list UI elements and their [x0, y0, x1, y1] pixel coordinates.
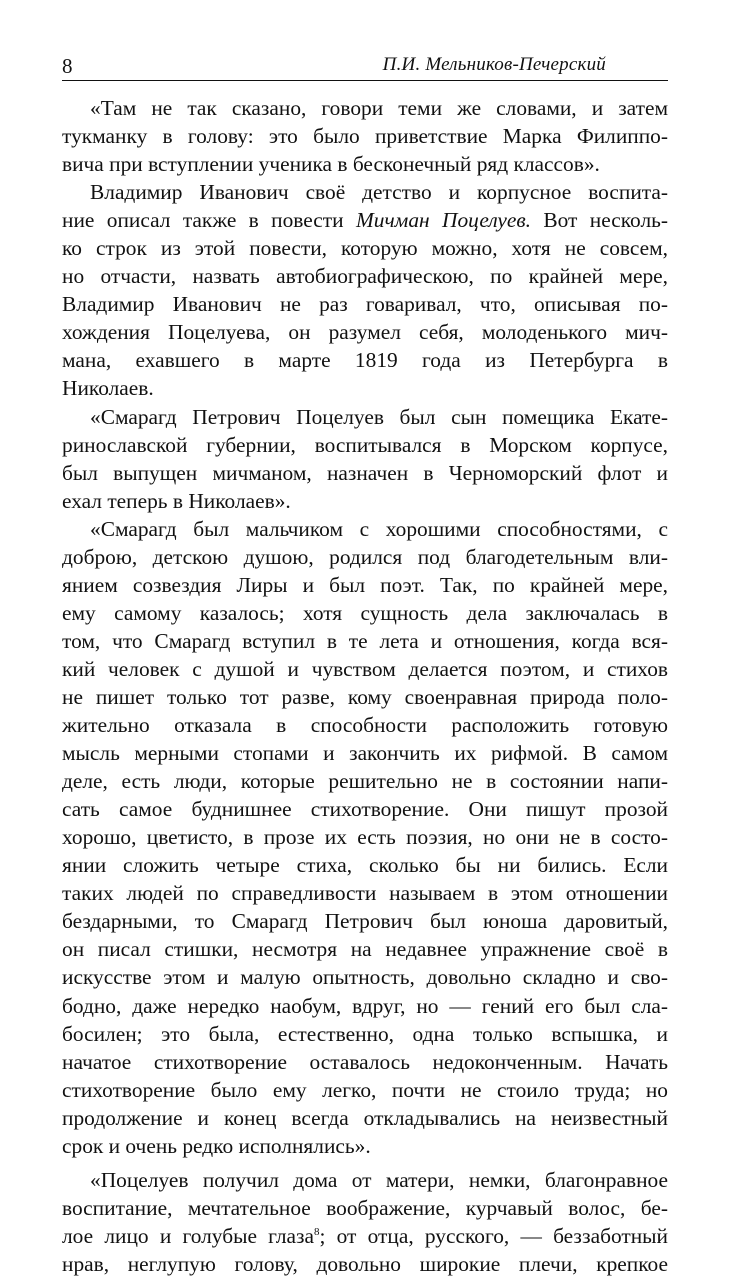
paragraph-4: «Смарагд был мальчиком с хорошими способностями, с — [90, 516, 668, 541]
story-title: Мичман Поцелуев. — [355, 208, 531, 233]
page-number: 8 — [62, 54, 73, 78]
body-text: «Там не так сказано, говори теми же словами, и затем тукманку в голову: это было приветствие Марка Филиппо- вича при вступлении ученика в бесконечный ряд классов». Владимир Иванович своё детство и корпусное воспита- ние описал также в повести Мичман Поцелуев. Вот несколь- ко строк из этой повести, которую можно, хотя не совсем, но отчасти, назвать автобиографическою, по крайней мере, Владимир Иванович не раз говаривал, что, описывая по- хождения Поцелуева, он разумел себя, молоденького мич- мана, ехавшего в марте 1819 года из Петербурга в Николаев. «Смарагд Петрович Поцелуев был сын помещика Екате- ринославской губернии, воспитывался в Морском корпусе, был выпущен мичманом, назначен в Черноморский флот и ехал теперь в Николаев». «Смарагд был мальчиком с хорошими способностями, с доброю, детскою душою, родился под благодетельным вли- янием созвездия Лиры и был поэт. Так, по крайней мере, ему самому казалось; хотя сущность дела заключалась в том, что Смарагд вступил в те лета и отношения, когда вся- кий человек с душой и чувством делается поэтом, и стихов не пишет только тот разве, кому своенравная природа поло- жительно отказала в способности расположить готовую мысль мерными стопами и закончить их рифмой. В самом деле, есть люди, которые решительно не в состоянии напи- сать самое буднишнее стихотворение. Они пишут прозой хорошо, цветисто, в прозе их есть поэзия, но они не в состо- янии сложить четыре стиха, сколько бы ни бились. Если таких людей по справедливости называем в этом отношении бездарными, то Смарагд Петрович был юноша даровитый, он писал стишки, несмотря на недавнее упражнение своё в искусстве этом и малую опытность, довольно складно и сво- бодно, даже нередко наобум, вдруг, но — гений его был сла- босилен; это была, естественно, одна только вспышка, и начатое стихотворение оставалось недоконченным. Начать стихотворение было ему легко, почти не стоило труда; но продолжение и конец всегда откладывались на неизвестный срок и очень редко исполнялись». «Поцелуев получил дома от матери, немки, благонравное воспитание, мечтательное воображение, курчавый волос, бе- лое лицо и голубые глаза$^8$; от отца, русского, — беззаботный нрав, неглупую голову, довольно широкие плечи, крепкое — [62, 96, 668, 1276]
paragraph-3: «Смарагд Петрович Поцелуев был сын помещика Екате- — [90, 404, 668, 429]
paragraph-1: «Там не так сказано, говори теми же словами, и затем — [90, 96, 668, 120]
paragraph-2: Владимир Иванович своё детство и корпусное воспита- — [90, 180, 668, 205]
running-head: П.И. Мельников-Печерский — [382, 54, 606, 75]
page-header — [62, 50, 668, 81]
footnote-marker[interactable]: 8 — [313, 1225, 320, 1238]
paragraph-5: «Поцелуев получил дома от матери, немки, благонравное — [90, 1167, 668, 1192]
